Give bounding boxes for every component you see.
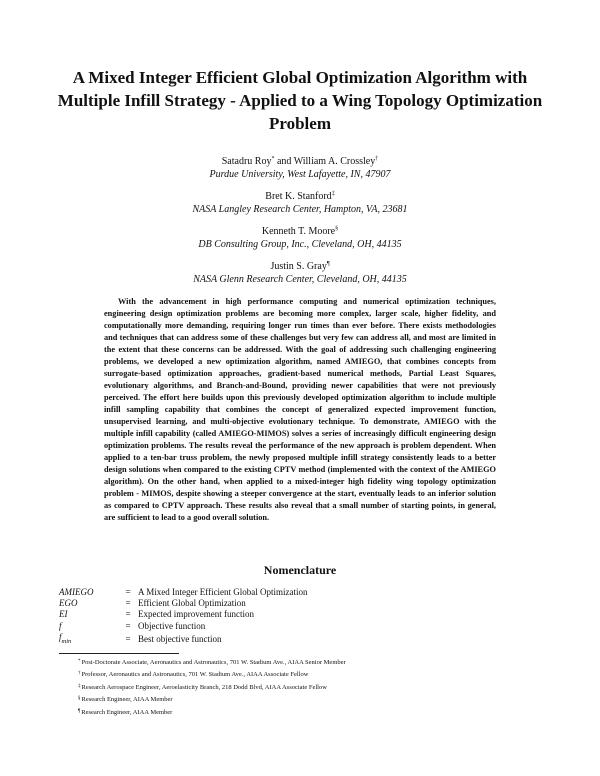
nomenclature-symbol: f: [59, 620, 62, 631]
author-block-4: [0, 258, 600, 286]
nomenclature-symbol: [59, 632, 118, 647]
author-block-2: [0, 188, 600, 216]
nomenclature-equals: =: [125, 633, 131, 644]
author-affiliation: NASA Glenn Research Center, Cleveland, OH, 44135: [193, 273, 407, 285]
nomenclature-symbol: AMIEGO: [59, 587, 94, 597]
nomenclature-definition: Objective function: [138, 620, 206, 631]
nomenclature-equals: =: [125, 598, 131, 609]
author-mark: *: [271, 156, 275, 162]
author-mark: †: [375, 156, 379, 162]
nomenclature-equals: =: [125, 620, 131, 631]
author-affiliation: Purdue University, West Lafayette, IN, 47907: [209, 168, 391, 180]
footnote-mark: †: [78, 671, 81, 677]
author-name: Satadru Roy: [221, 156, 272, 167]
footnote-mark: §: [78, 696, 81, 702]
footnote-text: Post-Doctorate Associate, Aeronautics and Astronautics, 701 W. Stadium Ave., AIAA Senior Member: [81, 659, 346, 666]
footnote-mark: ¶: [78, 708, 81, 714]
footnote-mark: *: [78, 659, 81, 664]
nomenclature-symbol: EI: [59, 609, 68, 620]
author-name: Justin S. Gray: [270, 261, 327, 272]
footnote-text: Research Engineer, AIAA Member: [81, 696, 173, 704]
author-mark: ¶: [326, 261, 330, 267]
nomenclature-equals: =: [125, 587, 131, 597]
nomenclature-symbol: EGO: [59, 598, 78, 609]
nomenclature-table: [59, 587, 308, 647]
author-mark: §: [335, 226, 339, 232]
nomenclature-row: [59, 609, 308, 620]
footnote-text: Research Aerospace Engineer, Aeroelasticity Branch, 218 Dodd Blvd, AIAA Associate Fellow: [81, 683, 327, 691]
footnotes: [78, 656, 548, 718]
nomenclature-equals: =: [125, 609, 131, 620]
nomenclature-definition: Expected improvement function: [138, 609, 254, 620]
footnote: [78, 693, 548, 705]
footnote: [78, 681, 548, 693]
nomenclature-row: [59, 621, 308, 632]
nomenclature-heading: Nomenclature: [263, 563, 337, 577]
author-block-3: [0, 223, 600, 251]
author-mark: ‡: [331, 191, 335, 197]
nomenclature-definition: Best objective function: [138, 633, 222, 644]
nomenclature-definition: A Mixed Integer Efficient Global Optimization: [138, 587, 308, 597]
footnote-mark: ‡: [78, 683, 81, 689]
author-block-1: [0, 153, 600, 181]
abstract: With the advancement in high performance computing and numerical optimization techniques, engineering design optimization problems are becoming more complex, larger scale, higher fidelity, and computationally more demanding, requiring longer run times than ever before. There exists methodologies and techniques that can address some of these challenges but very few can address all, and most are limited in the extent that these concerns can be addressed. With the goal of addressing such challenging engineering problems, we developed a new optimization algorithm, named AMIEGO, that combines concepts from surrogate-based optimization approaches, gradient-based numerical methods, Partial Least Squares, evolutionary algorithms, and Branch-and-Bound, providing newer capabilities that were not previously perceived. The effort here builds upon this previously developed optimization algorithm to include multiple infill sampling capability that combines the concept of generalized expected improvement function, unsupervised learning, and multi-objective evolutionary technique. To demonstrate, AMIEGO with the multiple infill capability (called AMIEGO-MIMOS) solves a series of increasingly difficult engineering design optimization problems. The results reveal the performance of the new approach is problem dependent. When applied to a ten-bar truss problem, the newly proposed multiple infill strategy consistently leads to a better design solutions when compared to the existing CPTV method (implemented with the context of the AMIEGO algorithm). On the other hand, when applied to a mixed-integer high fidelity wing topology optimization problem - MIMOS, despite showing a steeper convergence at the start, eventually leads to an inferior solution as compared to CPTV approach. These results also reveal that a small number of starting points, in general, are sufficient to lead to a good overall solution.: [104, 297, 496, 522]
nomenclature-row: [59, 598, 308, 609]
author-name: Kenneth T. Moore: [261, 226, 336, 237]
footnote: [78, 656, 548, 668]
author-name: Bret K. Stanford: [265, 191, 332, 202]
nomenclature-symbol-base: f: [59, 631, 62, 642]
nomenclature-row: [59, 587, 308, 598]
paper-title: A Mixed Integer Efficient Global Optimization Algorithm with Multiple Infill Strategy - Applied to a Wing Topology Optimization Problem: [57, 68, 543, 133]
footnote-text: Research Engineer, AIAA Member: [81, 708, 173, 716]
nomenclature-definition: Efficient Global Optimization: [138, 598, 246, 609]
author-name: and William A. Crossley: [274, 156, 376, 167]
footnote: [78, 706, 548, 718]
footnote-text: Professor, Aeronautics and Astronautics, 701 W. Stadium Ave., AIAA Associate Fellow: [81, 671, 309, 679]
author-affiliation: DB Consulting Group, Inc., Cleveland, OH, 44135: [198, 238, 402, 250]
nomenclature-symbol-subscript: min: [61, 637, 72, 645]
nomenclature-row: [59, 632, 308, 647]
footnote: [78, 668, 548, 680]
footnote-divider: [59, 653, 179, 654]
author-affiliation: NASA Langley Research Center, Hampton, VA, 23681: [192, 203, 408, 215]
